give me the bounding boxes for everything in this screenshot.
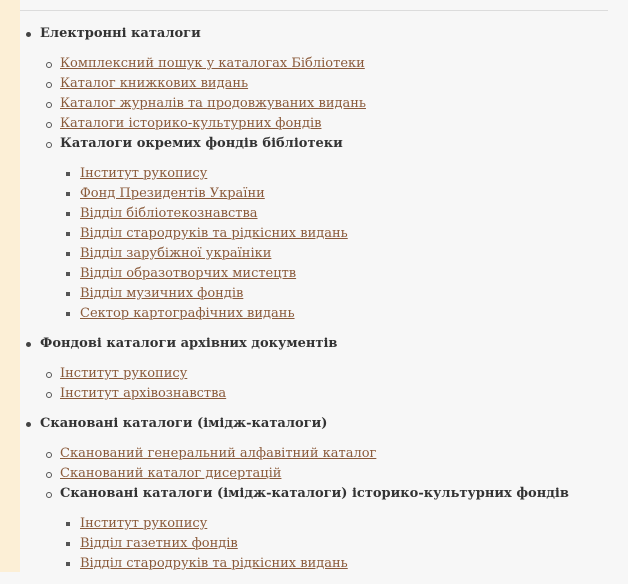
subgroup-links — [80, 514, 596, 574]
list-item — [60, 54, 596, 74]
fund-link[interactable]: Сектор картографічних видань — [80, 306, 295, 321]
fund-link[interactable]: Інститут рукопису — [80, 166, 208, 181]
list-item — [60, 364, 596, 384]
list-item — [80, 164, 596, 184]
catalog-list — [26, 24, 596, 584]
section-scanned-catalogs — [26, 414, 596, 574]
top-divider — [20, 10, 608, 11]
subgroup-item — [60, 134, 596, 324]
fund-link[interactable]: Відділ стародруків та рідкісних видань — [80, 226, 348, 241]
list-item — [80, 264, 596, 284]
section-electronic-catalogs — [26, 24, 596, 324]
section-links — [60, 364, 596, 404]
list-item — [80, 534, 596, 554]
subgroup-title: Скановані каталоги (імідж-каталоги) історико-культурних фондів — [60, 486, 569, 501]
catalog-link[interactable]: Сканований каталог дисертацій — [60, 466, 282, 481]
subgroup-title: Каталоги окремих фондів бібліотеки — [60, 136, 343, 151]
section-title: Фондові каталоги архівних документів — [40, 336, 338, 351]
list-item — [80, 554, 596, 574]
fund-link[interactable]: Інститут рукопису — [80, 516, 208, 531]
list-item — [80, 204, 596, 224]
list-item — [80, 184, 596, 204]
section-links — [60, 54, 596, 324]
catalog-link[interactable]: Каталог журналів та продовжуваних видань — [60, 96, 366, 111]
catalog-link[interactable]: Каталоги історико-культурних фондів — [60, 116, 322, 131]
list-item — [80, 514, 596, 534]
section-title: Електронні каталоги — [40, 26, 201, 41]
list-item — [60, 384, 596, 404]
fund-link[interactable]: Фонд Президентів України — [80, 186, 265, 201]
fund-link[interactable]: Відділ бібліотекознавства — [80, 206, 258, 221]
catalog-link[interactable]: Інститут рукопису — [60, 366, 188, 381]
list-item — [60, 444, 596, 464]
subgroup-item — [60, 484, 596, 574]
fund-link[interactable]: Відділ образотворчих мистецтв — [80, 266, 297, 281]
list-item — [80, 284, 596, 304]
catalog-link[interactable]: Комплексний пошук у каталогах Бібліотеки — [60, 56, 365, 71]
fund-link[interactable]: Відділ зарубіжної україніки — [80, 246, 272, 261]
catalog-link[interactable]: Інститут архівознавства — [60, 386, 227, 401]
section-title: Скановані каталоги (імідж-каталоги) — [40, 416, 328, 431]
list-item — [60, 94, 596, 114]
section-links — [60, 444, 596, 574]
list-item — [60, 114, 596, 134]
list-item — [80, 304, 596, 324]
catalog-link[interactable]: Каталог книжкових видань — [60, 76, 249, 91]
list-item — [60, 74, 596, 94]
list-item — [60, 464, 596, 484]
fund-link[interactable]: Відділ газетних фондів — [80, 536, 238, 551]
subgroup-links — [80, 164, 596, 324]
section-archive-catalogs — [26, 334, 596, 404]
fund-link[interactable]: Відділ стародруків та рідкісних видань — [80, 556, 348, 571]
list-item — [80, 224, 596, 244]
catalog-link[interactable]: Сканований генеральний алфавітний каталог — [60, 446, 377, 461]
list-item — [80, 244, 596, 264]
left-sidebar-strip — [0, 0, 20, 572]
fund-link[interactable]: Відділ музичних фондів — [80, 286, 244, 301]
